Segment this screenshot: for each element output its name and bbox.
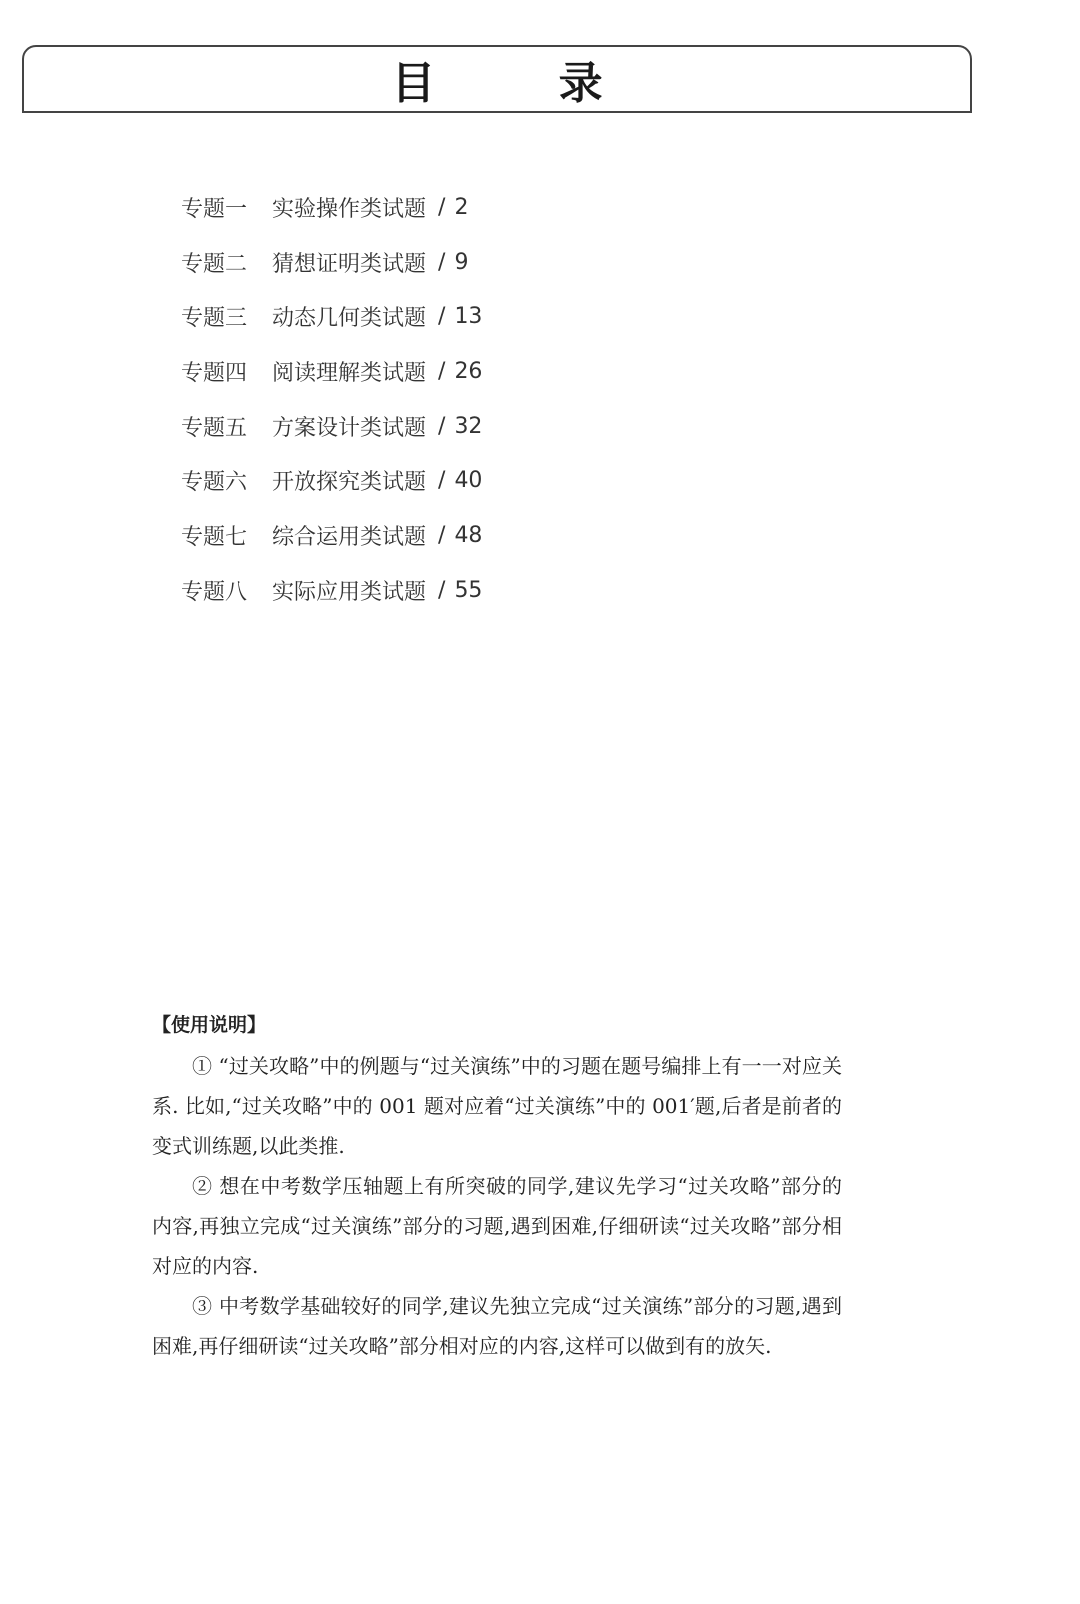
toc-item-page: 40 (454, 468, 483, 494)
toc-item[interactable] (181, 563, 482, 618)
toc-item-page: 13 (454, 304, 483, 330)
instruction-paragraph: ② 想在中考数学压轴题上有所突破的同学,建议先学习“过关攻略”部分的内容,再独立完成“过关演练”部分的习题,遇到困难,仔细研读“过关攻略”部分相对应的内容. (152, 1174, 842, 1278)
toc-item-title: 猜想证明类试题 (272, 251, 427, 277)
toc-item-label: 专题一 (181, 196, 248, 222)
toc-item-page: 55 (454, 577, 483, 603)
toc-item-label: 专题八 (181, 579, 248, 605)
toc-item[interactable] (181, 508, 482, 563)
toc-item-page: 48 (454, 522, 483, 548)
toc-item[interactable] (181, 180, 482, 235)
toc-item[interactable] (181, 453, 482, 508)
toc-item-label: 专题二 (181, 251, 248, 277)
toc-item-separator: / (438, 522, 446, 548)
toc-item-separator: / (438, 468, 446, 494)
toc-item-title: 实际应用类试题 (272, 579, 427, 605)
toc-item[interactable] (181, 344, 482, 399)
toc-item-title: 开放探究类试题 (272, 470, 427, 496)
toc-item[interactable] (181, 289, 482, 344)
instruction-paragraph: ③ 中考数学基础较好的同学,建议先独立完成“过关演练”部分的习题,遇到困难,再仔细研读“过关攻略”部分相对应的内容,这样可以做到有的放矢. (152, 1294, 842, 1358)
toc-item-page: 26 (454, 358, 483, 384)
toc-item-title: 综合运用类试题 (272, 524, 427, 550)
title-banner (22, 45, 972, 113)
toc-item-label: 专题五 (181, 415, 248, 441)
toc-item-separator: / (438, 304, 446, 330)
toc-item-title: 阅读理解类试题 (272, 360, 427, 386)
toc-item-label: 专题六 (181, 470, 248, 496)
toc-item-title: 实验操作类试题 (272, 196, 427, 222)
toc-item-label: 专题三 (181, 306, 248, 332)
toc-item-title: 方案设计类试题 (272, 415, 427, 441)
instruction-paragraph: ① “过关攻略”中的例题与“过关演练”中的习题在题号编排上有一一对应关系. 比如,“过关攻略”中的 001 题对应着“过关演练”中的 001′题,后者是前者的变式训练题,以此类推. (152, 1054, 842, 1158)
toc-item[interactable] (181, 235, 482, 290)
toc-item-label: 专题七 (181, 524, 248, 550)
toc-item-page: 2 (454, 194, 469, 220)
toc-item-page: 9 (454, 249, 469, 275)
toc-item-separator: / (438, 577, 446, 603)
toc-item-title: 动态几何类试题 (272, 306, 427, 332)
toc-item-separator: / (438, 358, 446, 384)
toc-item-page: 32 (454, 413, 483, 439)
page-title: 目 录 (391, 58, 657, 109)
toc-item[interactable] (181, 399, 482, 454)
toc-item-separator: / (438, 413, 446, 439)
toc-item-separator: / (438, 194, 446, 220)
toc-item-separator: / (438, 249, 446, 275)
toc-item-label: 专题四 (181, 360, 248, 386)
instructions-heading: 【使用说明】 (152, 1014, 267, 1036)
table-of-contents (181, 180, 482, 618)
usage-instructions (152, 1010, 842, 1366)
